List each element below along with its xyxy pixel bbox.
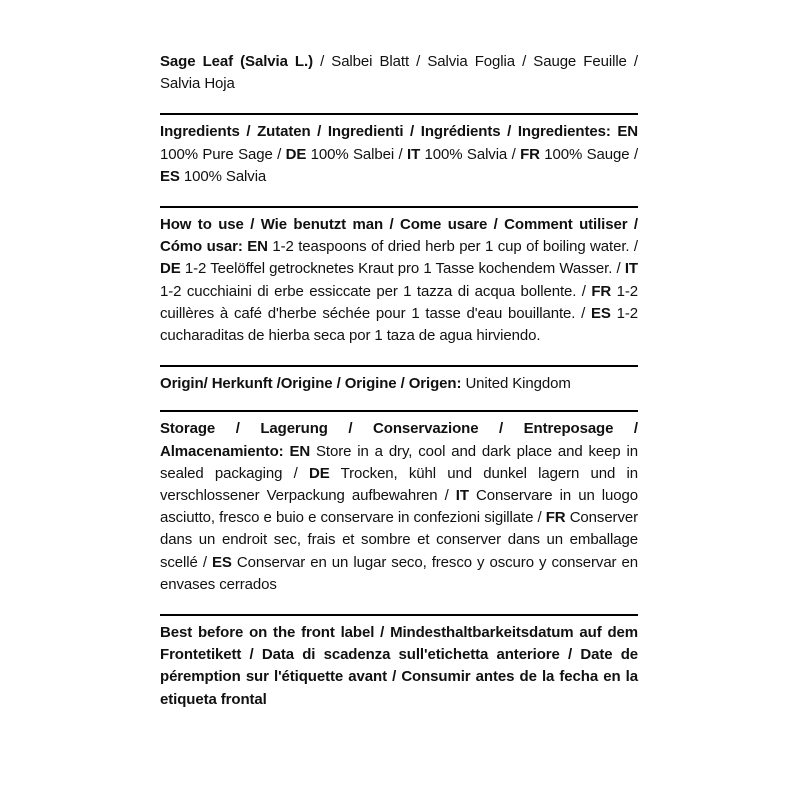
lang-code-de: DE: [160, 260, 181, 278]
how-to-use-section: [160, 208, 638, 365]
storage-text-it: Conservare in un luogo asciutto, fresco e buio e conservare in confezioni sigillate /: [160, 487, 638, 527]
lang-code-en: EN: [289, 442, 311, 460]
lang-code-es: ES: [591, 304, 611, 322]
how-to-use-text-en: 1-2 teaspoons of dried herb per 1 cup of boiling water. /: [267, 238, 638, 256]
lang-code-es: ES: [160, 167, 180, 185]
storage-text-es: Conservar en un lugar seco, fresco y oscuro y conservar en envases cerrados: [160, 553, 639, 593]
product-name-translations: / Salbei Blatt / Salvia Foglia / Sauge Feuille / Salvia Hoja: [160, 53, 638, 93]
origin-value: United Kingdom: [461, 375, 571, 393]
lang-code-fr: FR: [545, 509, 566, 527]
lang-code-en: EN: [247, 238, 268, 256]
lang-code-en: EN: [617, 123, 638, 141]
lang-code-it: IT: [455, 487, 469, 505]
storage-heading: Storage / Lagerung / Conservazione / Entreposage / Almacenamiento:: [160, 420, 638, 460]
ingredients-text-en: 100% Pure Sage /: [160, 145, 286, 163]
ingredients-section: [160, 115, 638, 206]
storage-text-fr: Conserver dans un endroit sec, frais et sombre et conserver dans un emballage scellé /: [160, 509, 638, 571]
ingredients-text-de: 100% Salbei /: [306, 145, 407, 163]
lang-code-es: ES: [211, 553, 232, 571]
how-to-use-text-es: 1-2 cucharaditas de hierba seca por 1 taza de agua hirviendo.: [160, 304, 639, 345]
origin-section: [160, 367, 638, 410]
how-to-use-text-it: 1-2 cucchiaini di erbe essiccate per 1 tazza di acqua bollente. /: [160, 282, 592, 300]
lang-code-de: DE: [285, 145, 307, 163]
storage-section: [160, 412, 638, 614]
origin-heading: Origin/ Herkunft /Origine / Origine / Origen:: [160, 375, 462, 393]
how-to-use-text-de: 1-2 Teelöffel getrocknetes Kraut pro 1 Tasse kochendem Wasser. /: [180, 260, 625, 278]
product-label: [160, 51, 638, 711]
storage-text-de: Trocken, kühl und dunkel lagern und in verschlossener Verpackung aufbewahren /: [160, 464, 638, 505]
lang-code-fr: FR: [591, 282, 612, 300]
best-before-text: Best before on the front label / Mindesthaltbarkeitsdatum auf dem Frontetikett / Data di scadenza sull'etichetta anteriore / Date de péremption sur l'étiquette avant / Consumir antes de la fecha en la etiqueta frontal: [160, 624, 638, 708]
product-title: [160, 51, 638, 113]
lang-code-it: IT: [407, 145, 421, 163]
how-to-use-heading: How to use / Wie benutzt man / Come usare / Comment utiliser / Cómo usar:: [160, 216, 638, 256]
ingredients-text-es: 100% Salvia: [179, 167, 267, 185]
ingredients-text-it: 100% Salvia /: [420, 145, 521, 163]
lang-code-fr: FR: [520, 145, 540, 163]
best-before-section: [160, 616, 638, 711]
ingredients-heading: Ingredients / Zutaten / Ingredienti / Ingrédients / Ingredientes:: [160, 123, 611, 141]
lang-code-de: DE: [308, 464, 330, 482]
ingredients-text-fr: 100% Sauge /: [539, 145, 639, 163]
product-name: Sage Leaf (Salvia L.): [160, 53, 313, 70]
lang-code-it: IT: [624, 260, 638, 278]
how-to-use-text-fr: 1-2 cuillères à café d'herbe séchée pour 1 tasse d'eau bouillante. /: [160, 282, 638, 322]
storage-text-en: Store in a dry, cool and dark place and keep in sealed packaging /: [160, 442, 638, 482]
